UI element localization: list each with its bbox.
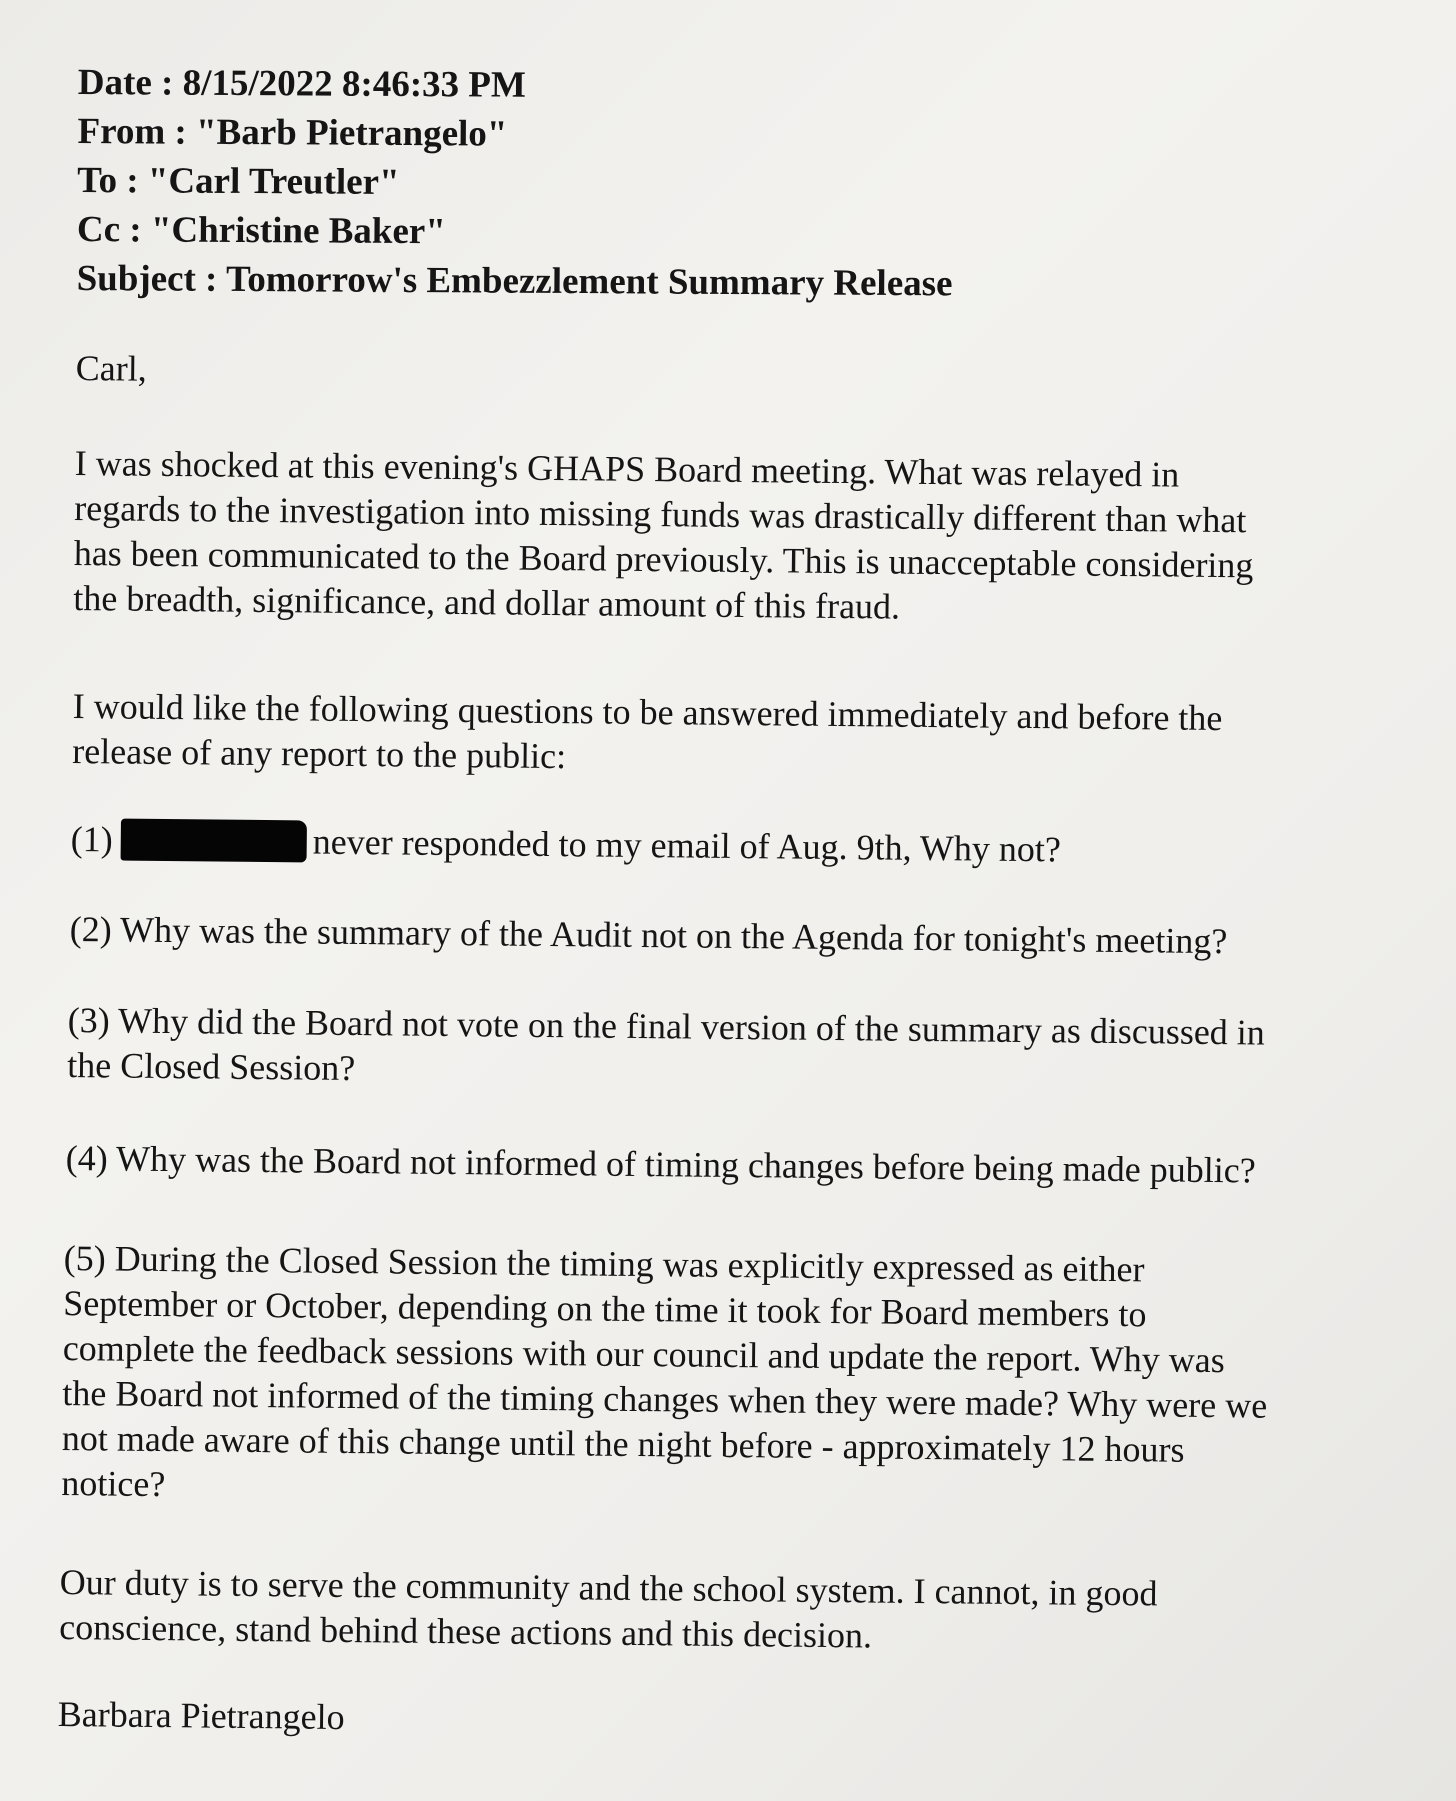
email-header — [77, 58, 954, 308]
question-2: (2) Why was the summary of the Audit not on the Agenda for tonight's meeting? — [69, 908, 1228, 962]
question-3 — [67, 998, 1265, 1101]
question-line: the Board not informed of the timing changes when they were made? Why were we — [62, 1372, 1268, 1426]
paragraph-line: regards to the investigation into missing funds was drastically different than what — [74, 487, 1247, 541]
question-line: complete the feedback sessions with our council and update the report. Why was — [62, 1327, 1225, 1381]
paragraph-line: release of any report to the public: — [72, 730, 567, 777]
question-4: (4) Why was the Board not informed of timing changes before being made public? — [65, 1137, 1256, 1191]
question-line: the Closed Session? — [67, 1044, 356, 1089]
question-5 — [61, 1236, 1269, 1519]
redaction-mark — [121, 819, 307, 863]
question-1-text: never responded to my email of Aug. 9th, Why not? — [312, 821, 1062, 870]
paragraph-intro — [73, 441, 1254, 633]
paragraph-line: I was shocked at this evening's GHAPS Board meeting. What was relayed in — [74, 442, 1180, 495]
paragraph-line: I would like the following questions to be answered immediately and before the — [72, 685, 1223, 739]
paragraph-request — [72, 684, 1223, 786]
email-to: To : "Carl Treutler" — [77, 159, 400, 203]
question-line: notice? — [61, 1462, 166, 1505]
question-line: (5) During the Closed Session the timing was explicitly expressed as either — [63, 1237, 1145, 1290]
greeting: Carl, — [75, 347, 147, 389]
question-1-number: (1) — [70, 818, 113, 860]
question-1 — [71, 817, 1062, 872]
closing-paragraph — [59, 1560, 1158, 1661]
paragraph-line: Our duty is to serve the community and the school system. I cannot, in good — [59, 1561, 1158, 1614]
email-from: From : "Barb Pietrangelo" — [77, 110, 508, 155]
email-subject: Subject : Tomorrow's Embezzlement Summary Release — [76, 257, 953, 305]
question-line: September or October, depending on the time it took for Board members to — [63, 1282, 1147, 1335]
paragraph-line: has been communicated to the Board previously. This is unacceptable considering — [73, 532, 1254, 586]
paragraph-line: conscience, stand behind these actions and this decision. — [59, 1606, 873, 1656]
signature: Barbara Pietrangelo — [57, 1693, 345, 1738]
question-line: not made aware of this change until the night before - approximately 12 hours — [61, 1417, 1185, 1470]
email-date: Date : 8/15/2022 8:46:33 PM — [77, 61, 526, 106]
email-cc: Cc : "Christine Baker" — [76, 208, 446, 253]
question-line: (3) Why did the Board not vote on the final version of the summary as discussed in — [67, 999, 1266, 1053]
paragraph-line: the breadth, significance, and dollar amount of this fraud. — [73, 577, 901, 627]
